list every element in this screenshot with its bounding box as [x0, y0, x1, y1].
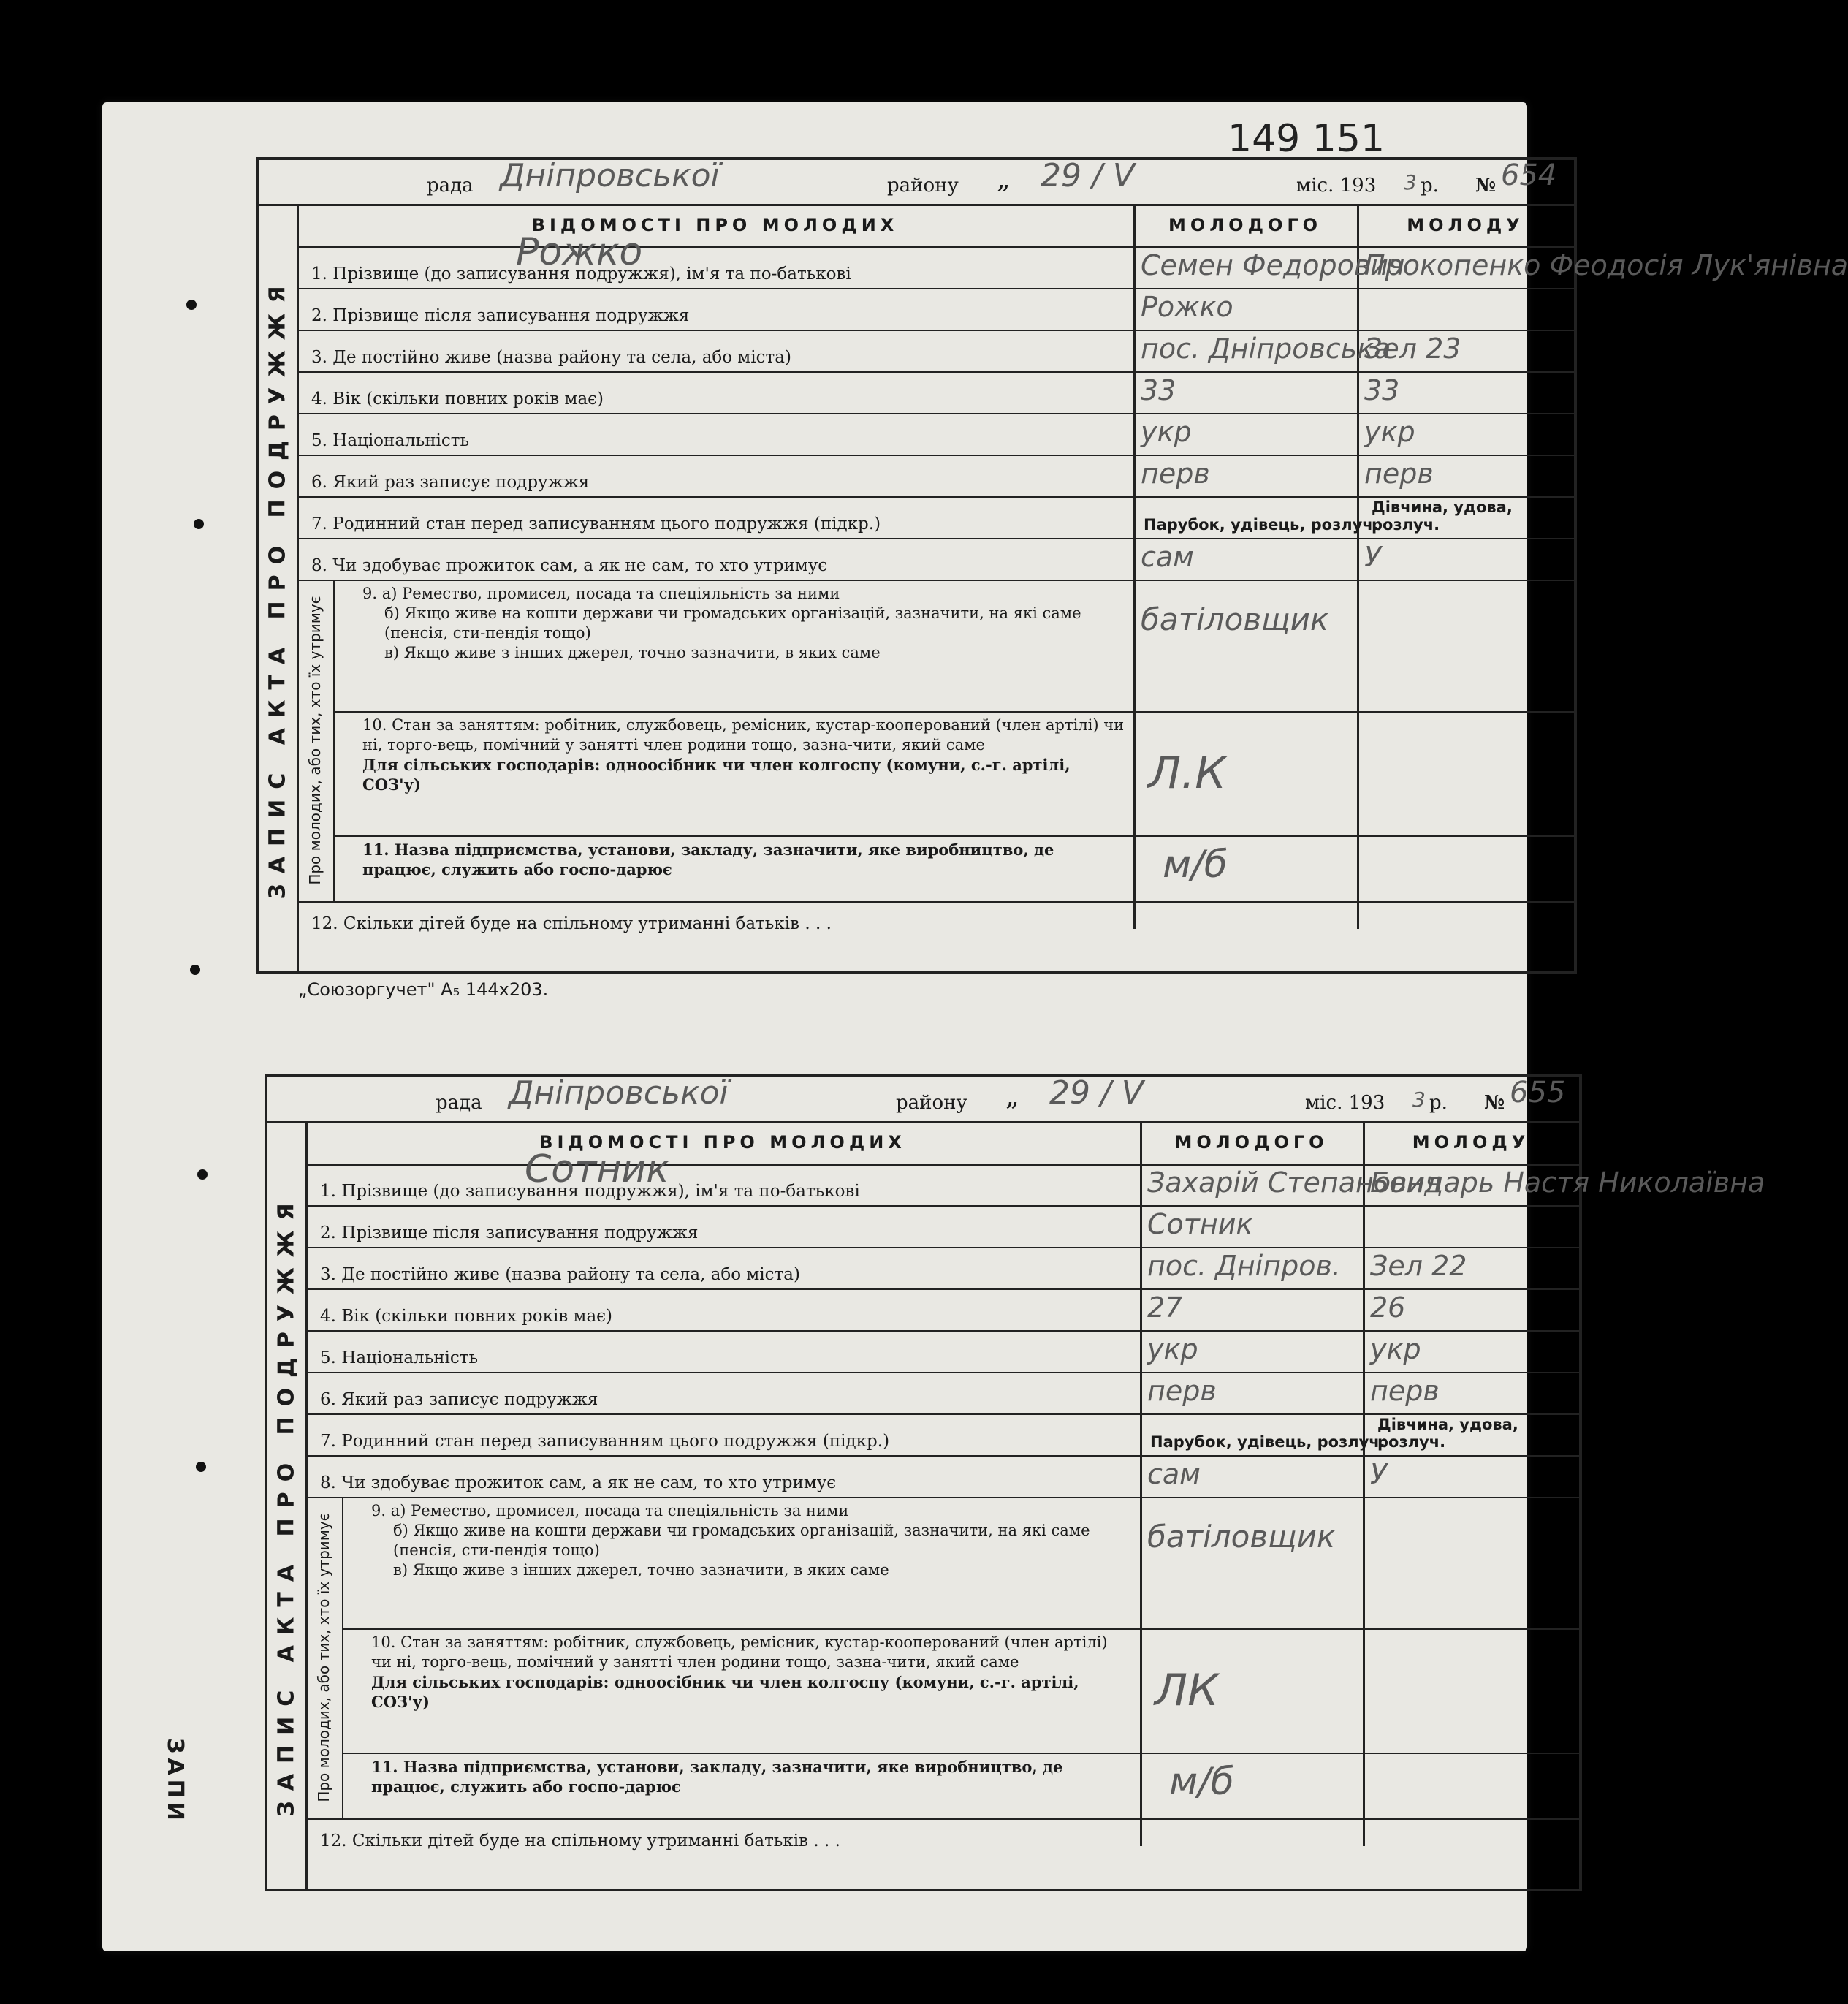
col-title: ВІДОМОСТІ ПРО МОЛОДИХ: [305, 1121, 1140, 1166]
hw-year: 3: [1412, 1088, 1426, 1112]
row-11-text: 11. Назва підприємства, установи, закладу, зазначити, яке виробництво, де працює, служить або госпо-дарює: [371, 1758, 1063, 1796]
month-label: міс. 193: [1296, 175, 1377, 197]
page-tab: [102, 1710, 212, 1915]
divider: [342, 1628, 1579, 1630]
rada-label: рада: [436, 1092, 482, 1114]
form-grid: [297, 204, 1848, 971]
row-label: 2. Прізвище після записування подружжя: [320, 1223, 699, 1242]
side-title: ЗАПИС АКТА ПРО ПОДРУЖЖЯ: [259, 204, 299, 971]
hw-employment-status: ЛК: [1155, 1665, 1219, 1716]
hw-occupation: батіловщик: [1147, 1519, 1336, 1555]
hw-bride-value: перв: [1370, 1375, 1440, 1407]
hw-bride-value: Прокопенко Феодосія Лук'янівна: [1364, 249, 1848, 281]
divider: [333, 711, 1574, 713]
form-printer-note: „Союзоргучет" А₅ 144x203.: [298, 979, 549, 1000]
hw-date: 29 / V: [1041, 157, 1135, 194]
table-row: [297, 496, 1574, 539]
hw-groom-value: укр: [1141, 416, 1192, 448]
hw-surname: Рожко: [516, 230, 643, 274]
bride-status-options: Дівчина, удова, розлуч.: [1377, 1416, 1518, 1451]
hw-bride-value: Бондарь Настя Николаївна: [1370, 1166, 1765, 1199]
table-row: [305, 1205, 1579, 1248]
hw-surname: Сотник: [525, 1147, 669, 1191]
hw-bride-value: Зел 22: [1370, 1250, 1467, 1282]
row-11-text: 11. Назва підприємства, установи, закладу, зазначити, яке виробництво, де працює, служить або госпо-дарює: [362, 840, 1054, 878]
table-row: [297, 330, 1574, 373]
row-10-text: 10. Стан за заняттям: робітник, службовець, ремісник, кустар-кооперований (член артілі) чи ні, торго-вець, помічний у занятті член родини тощо, зазна-чити, який саме Для сільських господарів: одноосібник чи член колгоспу (комуни, с.-г. артілі, СОЗ'у): [371, 1633, 1108, 1711]
hw-bride-value: У: [1370, 1458, 1388, 1490]
hw-rada: Дніпровської: [500, 157, 720, 194]
row-9-text: 9. а) Ремество, промисел, посада та спеціяльність за ними б) Якщо живе на кошти держави чи громадських організацій, зазначити, на які саме (пенсія, сти-пендія тощо) в) Якщо живе з інших джерел, точно зазначити, в яких саме: [371, 1502, 1090, 1579]
marriage-record-form-1: [256, 157, 1848, 974]
col-bride: МОЛОДУ: [1357, 204, 1574, 248]
hw-employment-status: Л.К: [1148, 748, 1226, 799]
number-label: №: [1484, 1092, 1505, 1114]
row-label: 7. Родинний стан перед записуванням цього подружжя (підкр.): [320, 1432, 890, 1451]
row-label: 1. Прізвище (до записування подружжя), ім'я та по-батькові: [320, 1182, 860, 1201]
hw-groom-value: Рожко: [1141, 291, 1233, 323]
row-label: 1. Прізвище (до записування подружжя), ім'я та по-батькові: [311, 265, 851, 284]
punch-hole: [186, 300, 197, 310]
form-grid: [305, 1121, 1765, 1889]
row-9-text: 9. а) Ремество, промисел, посада та спеціяльність за ними б) Якщо живе на кошти держави чи громадських організацій, зазначити, на які саме (пенсія, сти-пендія тощо) в) Якщо живе з інших джерел, точно зазначити, в яких саме: [362, 585, 1081, 661]
table-row: [305, 1247, 1579, 1290]
col-bride: МОЛОДУ: [1363, 1121, 1579, 1166]
raion-label: району: [896, 1092, 967, 1114]
hw-workplace: м/б: [1163, 843, 1228, 887]
divider: [342, 1753, 1579, 1754]
form-header: [259, 157, 1574, 206]
hw-bride-value: укр: [1370, 1333, 1421, 1365]
tab-label: ЗАПИ: [161, 1738, 188, 1825]
hw-bride-value: 33: [1364, 374, 1400, 406]
col-groom: МОЛОДОГО: [1140, 1121, 1363, 1166]
row-10-text: 10. Стан за заняттям: робітник, службовець, ремісник, кустар-кооперований (член артілі) чи ні, торго-вець, помічний у занятті член родини тощо, зазна-чити, який саме Для сільських господарів: одноосібник чи член колгоспу (комуни, с.-г. артілі, СОЗ'у): [362, 716, 1125, 794]
raion-label: району: [887, 175, 959, 197]
rada-label: рада: [427, 175, 474, 197]
hw-record-number: 654: [1501, 159, 1557, 192]
col-groom: МОЛОДОГО: [1133, 204, 1357, 248]
punch-hole: [190, 965, 200, 975]
row-label: 6. Який раз записує подружжя: [311, 473, 590, 492]
page-number: 149 151: [1228, 117, 1385, 161]
table-row: [305, 1372, 1579, 1415]
hw-bride-value: У: [1364, 541, 1382, 573]
table-row: [305, 1288, 1579, 1332]
table-row: [305, 1413, 1579, 1457]
sub-side-label: Про молодих, або тих, хто їх утримує: [305, 1497, 343, 1818]
divider: [305, 1818, 1579, 1820]
hw-bride-value: перв: [1364, 458, 1434, 490]
sub-side-label: Про молодих, або тих, хто їх утримує: [297, 580, 335, 901]
year-suffix: р.: [1429, 1092, 1448, 1114]
hw-date: 29 / V: [1049, 1074, 1144, 1112]
row-label: 2. Прізвище після записування подружжя: [311, 306, 690, 325]
row-label: 6. Який раз записує подружжя: [320, 1390, 598, 1409]
hw-record-number: 655: [1510, 1076, 1566, 1109]
bride-status-options: Дівчина, удова, розлуч.: [1372, 498, 1513, 534]
hw-groom-value: Захарій Степанович: [1147, 1166, 1442, 1199]
table-row: [305, 1455, 1579, 1498]
hw-workplace: м/б: [1169, 1760, 1234, 1804]
hw-bride-value: Зел 23: [1364, 333, 1461, 365]
date-quote: „: [997, 164, 1011, 194]
row-label: 4. Вік (скільки повних років має): [320, 1307, 613, 1326]
hw-groom-value: сам: [1141, 541, 1194, 573]
table-row: [297, 288, 1574, 331]
hw-groom-value: 33: [1141, 374, 1176, 406]
groom-status-options: Парубок, удівець, розлуч.: [1150, 1433, 1385, 1451]
hw-groom-value: укр: [1147, 1333, 1198, 1365]
groom-status-options: Парубок, удівець, розлуч.: [1144, 516, 1379, 534]
hw-bride-value: 26: [1370, 1291, 1406, 1324]
row-label: 3. Де постійно живе (назва району та села, або міста): [311, 348, 791, 367]
punch-hole: [197, 1169, 208, 1180]
divider: [297, 901, 1574, 903]
hw-groom-value: пос. Дніпровська: [1141, 333, 1391, 365]
row-12-text: 12. Скільки дітей буде на спільному утриманні батьків . . .: [320, 1832, 840, 1851]
row-label: 8. Чи здобуває прожиток сам, а як не сам, то хто утримує: [320, 1473, 837, 1492]
hw-bride-value: укр: [1364, 416, 1415, 448]
hw-rada: Дніпровської: [509, 1074, 729, 1112]
row-label: 8. Чи здобуває прожиток сам, а як не сам, то хто утримує: [311, 556, 828, 575]
hw-groom-value: пос. Дніпров.: [1147, 1250, 1341, 1282]
row-label: 4. Вік (скільки повних років має): [311, 390, 604, 409]
side-title: ЗАПИС АКТА ПРО ПОДРУЖЖЯ: [267, 1121, 308, 1889]
hw-groom-value: перв: [1141, 458, 1210, 490]
hw-groom-value: Сотник: [1147, 1208, 1253, 1240]
table-row: [297, 413, 1574, 456]
number-label: №: [1475, 175, 1497, 197]
hw-occupation: батіловщик: [1141, 601, 1329, 637]
punch-hole: [196, 1462, 206, 1472]
month-label: міс. 193: [1305, 1092, 1385, 1114]
divider: [333, 835, 1574, 837]
hw-year: 3: [1404, 170, 1417, 194]
year-suffix: р.: [1421, 175, 1439, 197]
hw-groom-value: сам: [1147, 1458, 1201, 1490]
col-title: ВІДОМОСТІ ПРО МОЛОДИХ: [297, 204, 1133, 248]
hw-groom-value: Семен Федорович: [1141, 249, 1405, 281]
row-12-text: 12. Скільки дітей буде на спільному утриманні батьків . . .: [311, 914, 832, 933]
table-row: [305, 1147, 1765, 1207]
document-page: [102, 102, 1848, 1951]
row-label: 3. Де постійно живе (назва району та села, або міста): [320, 1265, 800, 1284]
table-row: [305, 1330, 1579, 1373]
row-label: 7. Родинний стан перед записуванням цього подружжя (підкр.): [311, 515, 881, 534]
hw-groom-value: перв: [1147, 1375, 1217, 1407]
punch-hole: [194, 519, 204, 529]
form-header: [267, 1074, 1579, 1123]
table-row: [297, 455, 1574, 498]
table-row: [297, 371, 1574, 414]
hw-groom-value: 27: [1147, 1291, 1183, 1324]
table-row: [297, 538, 1574, 581]
date-quote: „: [1005, 1082, 1019, 1112]
row-label: 5. Національність: [320, 1348, 479, 1367]
table-row: [297, 230, 1848, 289]
marriage-record-form-2: [265, 1074, 1765, 1891]
row-label: 5. Національність: [311, 431, 470, 450]
